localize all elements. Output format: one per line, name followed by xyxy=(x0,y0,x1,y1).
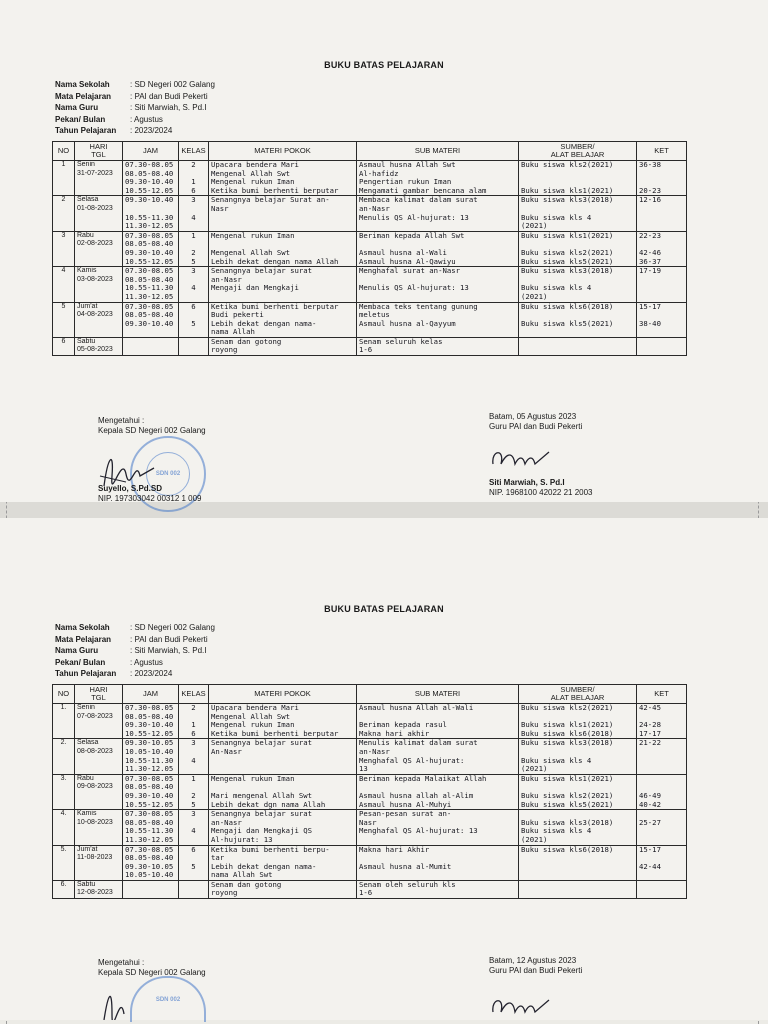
teacher-title: Guru PAI dan Budi Pekerti xyxy=(489,966,583,975)
time-cell xyxy=(123,774,179,809)
source-cell-text: Buku siswa kls6(2018) xyxy=(521,845,614,854)
class-cell xyxy=(179,845,209,880)
principal-signature-block xyxy=(98,416,206,436)
day-date-cell xyxy=(75,302,123,337)
sub-topic-cell xyxy=(357,196,519,231)
principal-signature-block xyxy=(98,958,206,978)
teacher-title: Guru PAI dan Budi Pekerti xyxy=(489,422,583,431)
sub-topic-cell xyxy=(357,337,519,355)
main-topic-cell-text: Senangnya belajar surat An-Nasr xyxy=(211,738,313,756)
principal-signature xyxy=(96,980,156,1020)
place-date: Batam, 05 Agustus 2023 xyxy=(489,412,577,421)
lesson-date: 11-08-2023 xyxy=(77,854,113,862)
info-value-school: : SD Negeri 002 Galang xyxy=(130,80,215,89)
header-main-topic: MATERI POKOK xyxy=(209,685,357,704)
principal-name-block xyxy=(98,484,202,504)
main-topic-cell xyxy=(209,302,357,337)
principal-title: Kepala SD Negeri 002 Galang xyxy=(98,426,206,435)
class-cell xyxy=(179,231,209,266)
info-label-week: Pekan/ Bulan xyxy=(55,657,106,667)
main-topic-cell-text: Upacara bendera Mari Mengenal Allah Swt Mengenal rukun Iman Ketika bumi berhenti berputar xyxy=(211,160,339,195)
row-number-text: 5 xyxy=(61,302,66,310)
notes-cell xyxy=(637,161,687,196)
source-cell xyxy=(519,810,637,845)
sub-topic-cell xyxy=(357,774,519,809)
day-name: Sabtu xyxy=(77,880,96,888)
table-row xyxy=(53,739,687,774)
info-label-week: Pekan/ Bulan xyxy=(55,114,106,124)
row-number xyxy=(53,845,75,880)
info-label-teacher: Nama Guru xyxy=(55,103,99,112)
teacher-signature-block xyxy=(489,956,582,976)
source-cell-text: Buku siswa kls1(2021) Buku siswa kls2(2021) Buku siswa kls5(2021) xyxy=(521,231,614,266)
main-topic-cell-text: Senam dan gotong royong xyxy=(211,337,282,355)
row-number-text: 3 xyxy=(61,231,66,239)
page-title: BUKU BATAS PELAJARAN xyxy=(324,60,444,70)
class-cell xyxy=(179,704,209,739)
source-cell-text: Buku siswa kls2(2021) Buku siswa kls1(2021) xyxy=(521,160,614,195)
sub-topic-cell-text: Beriman kepada Malaikat Allah Asmaul husna allah al-Alim Asmaul husna Al-Muhyi xyxy=(359,774,487,809)
header-day-date: HARI TGL xyxy=(75,685,123,704)
day-date-cell xyxy=(75,739,123,774)
time-cell-text: 07.30-08.05 08.05-08.40 09.30-10.40 xyxy=(125,302,174,328)
class-cell-text: 2 1 6 xyxy=(191,703,196,738)
lesson-date: 31-07-2023 xyxy=(77,169,113,177)
header-time: JAM xyxy=(123,142,179,161)
main-topic-cell xyxy=(209,845,357,880)
teacher-signature xyxy=(487,444,557,474)
page-title: BUKU BATAS PELAJARAN xyxy=(324,604,444,614)
sub-topic-cell xyxy=(357,302,519,337)
day-name: Jum'at xyxy=(77,302,98,310)
source-cell xyxy=(519,231,637,266)
main-topic-cell-text: Ketika bumi berhenti berpu- tar Lebih dekat dengan nama- nama Allah Swt xyxy=(211,845,330,880)
time-cell-text: 07.30-08.05 08.05-08.40 09.30-10.40 10.55-12.05 xyxy=(125,231,174,266)
header-sub-topic: SUB MATERI xyxy=(357,685,519,704)
time-cell-text: 07.30-08.05 08.05-08.40 09.30-10.40 10.55-12.05 xyxy=(125,160,174,195)
main-topic-cell xyxy=(209,267,357,302)
notes-cell xyxy=(637,739,687,774)
time-cell-text: 07.30-08.05 08.05-08.40 10.55-11.30 11.30-12.05 xyxy=(125,266,174,301)
info-value-teacher: : Siti Marwiah, S. Pd.I xyxy=(130,103,207,112)
row-number xyxy=(53,161,75,196)
source-cell-text: Buku siswa kls2(2021) Buku siswa kls1(2021) Buku siswa kls6(2018) xyxy=(521,703,614,738)
notes-cell xyxy=(637,267,687,302)
time-cell xyxy=(123,267,179,302)
stamp-text: SDN 002 xyxy=(155,997,181,1003)
day-date-cell xyxy=(75,810,123,845)
class-cell xyxy=(179,196,209,231)
sub-topic-cell-text: Senam oleh seluruh kls 1-6 xyxy=(359,880,456,898)
class-cell xyxy=(179,267,209,302)
lesson-date: 03-08-2023 xyxy=(77,275,113,283)
sub-topic-cell-text: Membaca teks tentang gunung meletus Asmaul husna al-Qayyum xyxy=(359,302,478,328)
header-sub-topic: SUB MATERI xyxy=(357,142,519,161)
header-source: SUMBER/ ALAT BELAJAR xyxy=(519,142,637,161)
lesson-date: 05-08-2023 xyxy=(77,346,113,354)
row-number xyxy=(53,810,75,845)
class-cell-text: 2 1 6 xyxy=(191,160,196,195)
main-topic-cell-text: Senangnya belajar surat an-Nasr Mengaji dan Mengkaji xyxy=(211,266,313,293)
info-value-week: : Agustus xyxy=(130,114,163,124)
source-cell xyxy=(519,267,637,302)
main-topic-cell xyxy=(209,337,357,355)
day-name: Kamis xyxy=(77,810,97,818)
time-cell xyxy=(123,302,179,337)
sub-topic-cell xyxy=(357,739,519,774)
notes-cell xyxy=(637,302,687,337)
header-notes: KET xyxy=(637,142,687,161)
notes-cell-text: 17-19 xyxy=(639,266,661,276)
sub-topic-cell-text: Membaca kalimat dalam surat an-Nasr Menulis QS Al-hujurat: 13 xyxy=(359,195,478,222)
table-row xyxy=(53,704,687,739)
time-cell xyxy=(123,880,179,898)
header-source: SUMBER/ ALAT BELAJAR xyxy=(519,685,637,704)
source-cell xyxy=(519,880,637,898)
row-number-text: 3. xyxy=(60,774,67,782)
time-cell-text: 09.30-10.40 10.55-11.30 11.30-12.05 xyxy=(125,195,174,231)
info-label-school: Nama Sekolah xyxy=(55,80,110,89)
header-row xyxy=(53,685,687,704)
teacher-name-block xyxy=(489,478,593,498)
info-block xyxy=(55,79,215,137)
notes-cell xyxy=(637,231,687,266)
notes-cell-text: 15-17 38-40 xyxy=(639,302,661,328)
day-name: Selasa xyxy=(77,196,99,204)
info-block xyxy=(55,622,215,680)
row-number-text: 4. xyxy=(60,810,67,818)
class-cell xyxy=(179,302,209,337)
place-date: Batam, 12 Agustus 2023 xyxy=(489,956,577,965)
lesson-date: 08-08-2023 xyxy=(77,747,113,755)
source-cell xyxy=(519,302,637,337)
principal-name: Suyello, S.Pd.SD xyxy=(98,484,163,493)
source-cell xyxy=(519,161,637,196)
info-value-subject: : PAI dan Budi Pekerti xyxy=(130,91,208,101)
day-date-cell xyxy=(75,880,123,898)
sub-topic-cell xyxy=(357,845,519,880)
lesson-date: 09-08-2023 xyxy=(77,783,113,791)
notes-cell xyxy=(637,810,687,845)
lesson-table xyxy=(52,684,687,899)
main-topic-cell xyxy=(209,196,357,231)
time-cell-text: 09.30-10.05 10.05-10.40 10.55-11.30 11.30-12.05 xyxy=(125,738,174,774)
header-day-date: HARI TGL xyxy=(75,142,123,161)
teacher-signature-block xyxy=(489,412,582,432)
lesson-date: 12-08-2023 xyxy=(77,889,113,897)
row-number-text: 2 xyxy=(61,196,66,204)
table-row xyxy=(53,810,687,845)
class-cell-text: 3 4 xyxy=(191,266,196,293)
sub-topic-cell xyxy=(357,810,519,845)
day-date-cell xyxy=(75,845,123,880)
class-cell-text: 3 4 xyxy=(191,195,196,222)
header-notes: KET xyxy=(637,685,687,704)
lesson-table xyxy=(52,141,687,356)
row-number xyxy=(53,880,75,898)
header-row xyxy=(53,142,687,161)
row-number xyxy=(53,196,75,231)
main-topic-cell-text: Ketika bumi berhenti berputar Budi pekerti Lebih dekat dengan nama- nama Allah xyxy=(211,302,339,337)
class-cell-text: 6 5 xyxy=(191,845,196,871)
header-no: NO xyxy=(53,142,75,161)
main-topic-cell-text: Senangnya belajar surat an-Nasr Mengaji dan Mengkaji QS Al-hujurat: 13 xyxy=(211,809,313,844)
source-cell xyxy=(519,774,637,809)
table-row xyxy=(53,774,687,809)
main-topic-cell xyxy=(209,704,357,739)
row-number xyxy=(53,704,75,739)
row-number xyxy=(53,337,75,355)
stamp-text: SDN 002 xyxy=(155,471,181,477)
class-cell xyxy=(179,161,209,196)
day-name: Rabu xyxy=(77,774,94,782)
notes-cell-text: 36-38 20-23 xyxy=(639,160,661,195)
sub-topic-cell xyxy=(357,161,519,196)
source-cell-text: Buku siswa kls3(2018) Buku siswa kls 4 (2021) xyxy=(521,195,614,231)
sheet-2 xyxy=(0,518,768,1020)
sub-topic-cell-text: Asmaul husna Allah Swt Al-hafidz Pengertian rukun Iman Mengamati gambar bencana alam xyxy=(359,160,487,195)
table-row xyxy=(53,196,687,231)
info-label-teacher: Nama Guru xyxy=(55,646,99,655)
row-number-text: 5. xyxy=(60,845,67,853)
source-cell xyxy=(519,845,637,880)
teacher-signature xyxy=(487,992,557,1020)
source-cell xyxy=(519,196,637,231)
notes-cell xyxy=(637,337,687,355)
source-cell-text: Buku siswa kls3(2018) Buku siswa kls 4 (2021) xyxy=(521,266,614,301)
class-cell-text: 1 2 5 xyxy=(191,774,196,809)
notes-cell-text: 21-22 xyxy=(639,738,661,748)
mengetahui-label: Mengetahui : xyxy=(98,416,145,425)
class-cell-text: 3 4 xyxy=(191,738,196,765)
sub-topic-cell-text: Asmaul husna Allah al-Wali Beriman kepada rasul Makna hari akhir xyxy=(359,703,474,738)
main-topic-cell-text: Senangnya belajar Surat an- Nasr xyxy=(211,195,330,213)
class-cell xyxy=(179,739,209,774)
row-number xyxy=(53,231,75,266)
day-name: Selasa xyxy=(77,739,99,747)
notes-cell-text: 12-16 xyxy=(639,195,661,205)
header-class: KELAS xyxy=(179,685,209,704)
class-cell-text: 3 4 xyxy=(191,809,196,836)
info-value-week: : Agustus xyxy=(130,657,163,667)
time-cell xyxy=(123,739,179,774)
source-cell-text: Buku siswa kls6(2018) Buku siswa kls5(2021) xyxy=(521,302,614,328)
sheet-gap xyxy=(0,502,768,518)
main-topic-cell xyxy=(209,739,357,774)
row-number-text: 1. xyxy=(60,704,67,711)
header-main-topic: MATERI POKOK xyxy=(209,142,357,161)
day-name: Jum'at xyxy=(77,845,98,853)
main-topic-cell xyxy=(209,161,357,196)
class-cell xyxy=(179,337,209,355)
sub-topic-cell-text: Menulis kalimat dalam surat an-Nasr Menghafal QS Al-hujurat: 13 xyxy=(359,738,478,774)
day-date-cell xyxy=(75,337,123,355)
source-cell-text: Buku siswa kls1(2021) Buku siswa kls2(2021) Buku siswa kls5(2021) xyxy=(521,774,614,809)
lesson-date: 04-08-2023 xyxy=(77,311,113,319)
source-cell-text: Buku siswa kls3(2018) Buku siswa kls 4 (2021) xyxy=(521,817,614,844)
source-cell xyxy=(519,704,637,739)
day-date-cell xyxy=(75,267,123,302)
source-cell xyxy=(519,337,637,355)
notes-cell-text: 46-49 40-42 xyxy=(639,790,661,809)
table-row xyxy=(53,880,687,898)
time-cell xyxy=(123,704,179,739)
class-cell xyxy=(179,880,209,898)
info-label-subject: Mata Pelajaran xyxy=(55,634,112,644)
info-label-year: Tahun Pelajaran xyxy=(55,669,117,678)
table-row xyxy=(53,337,687,355)
sub-topic-cell-text: Senam seluruh kelas 1-6 xyxy=(359,337,443,355)
header-class: KELAS xyxy=(179,142,209,161)
table-row xyxy=(53,267,687,302)
notes-cell-text: 25-27 xyxy=(639,817,661,827)
sub-topic-cell xyxy=(357,704,519,739)
row-number-text: 6 xyxy=(61,337,66,345)
principal-title: Kepala SD Negeri 002 Galang xyxy=(98,968,206,977)
table-row xyxy=(53,231,687,266)
table-row xyxy=(53,302,687,337)
day-date-cell xyxy=(75,196,123,231)
time-cell xyxy=(123,337,179,355)
row-number-text: 4 xyxy=(61,267,66,275)
main-topic-cell xyxy=(209,231,357,266)
sub-topic-cell xyxy=(357,880,519,898)
notes-cell-text: 22-23 42-46 36-37 xyxy=(639,231,661,266)
notes-cell xyxy=(637,196,687,231)
info-value-teacher: : Siti Marwiah, S. Pd.I xyxy=(130,646,207,655)
time-cell xyxy=(123,845,179,880)
row-number xyxy=(53,774,75,809)
sub-topic-cell-text: Makna hari Akhir Asmaul husna al-Mumit xyxy=(359,845,452,871)
main-topic-cell xyxy=(209,880,357,898)
day-name: Senin xyxy=(77,704,95,711)
main-topic-cell xyxy=(209,774,357,809)
lesson-date: 02-08-2023 xyxy=(77,240,113,248)
main-topic-cell-text: Upacara bendera Mari Mengenal Allah Swt Mengenal rukun Iman Ketika bumi berhenti berputar xyxy=(211,703,339,738)
table-row xyxy=(53,845,687,880)
time-cell-text: 07.30-08.05 08.05-08.40 09.30-10.40 10.55-12.05 xyxy=(125,703,174,738)
lesson-date: 10-08-2023 xyxy=(77,818,113,826)
notes-cell-text: 42-45 24-28 17-17 xyxy=(639,703,661,738)
time-cell-text: 07.30-08.05 08.05-08.40 10.55-11.30 11.30-12.05 xyxy=(125,809,174,844)
info-value-year: : 2023/2024 xyxy=(130,126,173,135)
info-label-year: Tahun Pelajaran xyxy=(55,126,117,135)
class-cell xyxy=(179,774,209,809)
info-value-year: : 2023/2024 xyxy=(130,669,173,678)
day-name: Sabtu xyxy=(77,337,96,345)
row-number xyxy=(53,302,75,337)
sub-topic-cell-text: Pesan-pesan surat an- Nasr Menghafal QS Al-hujurat: 13 xyxy=(359,809,478,836)
time-cell-text: 07.30-08.05 08.05-08.40 09.30-10.05 10.05-10.40 xyxy=(125,845,174,880)
row-number xyxy=(53,739,75,774)
day-date-cell xyxy=(75,161,123,196)
sheet-1 xyxy=(0,0,768,502)
time-cell xyxy=(123,161,179,196)
sub-topic-cell xyxy=(357,231,519,266)
lesson-date: 01-08-2023 xyxy=(77,204,113,212)
header-no: NO xyxy=(53,685,75,704)
day-date-cell xyxy=(75,231,123,266)
day-name: Rabu xyxy=(77,231,94,239)
notes-cell xyxy=(637,704,687,739)
row-number-text: 6. xyxy=(60,880,67,888)
notes-cell xyxy=(637,845,687,880)
time-cell xyxy=(123,231,179,266)
table-row xyxy=(53,161,687,196)
teacher-name: Siti Marwiah, S. Pd.I xyxy=(489,478,565,487)
notes-cell xyxy=(637,774,687,809)
row-number-text: 2. xyxy=(60,739,67,747)
class-cell-text: 6 5 xyxy=(191,302,196,328)
principal-nip: NIP. 197303042 00312 1 009 xyxy=(98,494,202,503)
day-name: Senin xyxy=(77,161,95,168)
time-cell xyxy=(123,196,179,231)
notes-cell xyxy=(637,880,687,898)
time-cell xyxy=(123,810,179,845)
row-number xyxy=(53,267,75,302)
day-name: Kamis xyxy=(77,267,97,275)
day-date-cell xyxy=(75,704,123,739)
main-topic-cell-text: Mengenal rukun Iman Mengenal Allah Swt Lebih dekat dengan nama Allah xyxy=(211,231,339,266)
lesson-date: 07-08-2023 xyxy=(77,712,113,720)
class-cell xyxy=(179,810,209,845)
source-cell-text: Buku siswa kls3(2018) Buku siswa kls 4 (2021) xyxy=(521,738,614,774)
info-label-subject: Mata Pelajaran xyxy=(55,91,112,101)
sub-topic-cell xyxy=(357,267,519,302)
info-label-school: Nama Sekolah xyxy=(55,623,110,632)
class-cell-text: 1 2 5 xyxy=(191,231,196,266)
info-value-school: : SD Negeri 002 Galang xyxy=(130,623,215,632)
row-number-text: 1 xyxy=(61,161,66,168)
main-topic-cell xyxy=(209,810,357,845)
main-topic-cell-text: Senam dan gotong royong xyxy=(211,880,282,898)
teacher-nip: NIP. 1968100 42022 21 2003 xyxy=(489,488,593,497)
mengetahui-label: Mengetahui : xyxy=(98,958,145,967)
sub-topic-cell-text: Beriman kepada Allah Swt Asmaul husna al-Wali Asmaul husna Al-Qawiyu xyxy=(359,231,465,266)
day-date-cell xyxy=(75,774,123,809)
notes-cell-text: 15-17 42-44 xyxy=(639,845,661,871)
time-cell-text: 07.30-08.05 08.05-08.40 09.30-10.40 10.55-12.05 xyxy=(125,774,174,809)
header-time: JAM xyxy=(123,685,179,704)
source-cell xyxy=(519,739,637,774)
info-value-subject: : PAI dan Budi Pekerti xyxy=(130,634,208,644)
main-topic-cell-text: Mengenal rukun Iman Mari mengenal Allah Swt Lebih dekat dgn nama Allah xyxy=(211,774,326,809)
sub-topic-cell-text: Menghafal surat an-Nasr Menulis QS Al-hujurat: 13 xyxy=(359,266,469,293)
